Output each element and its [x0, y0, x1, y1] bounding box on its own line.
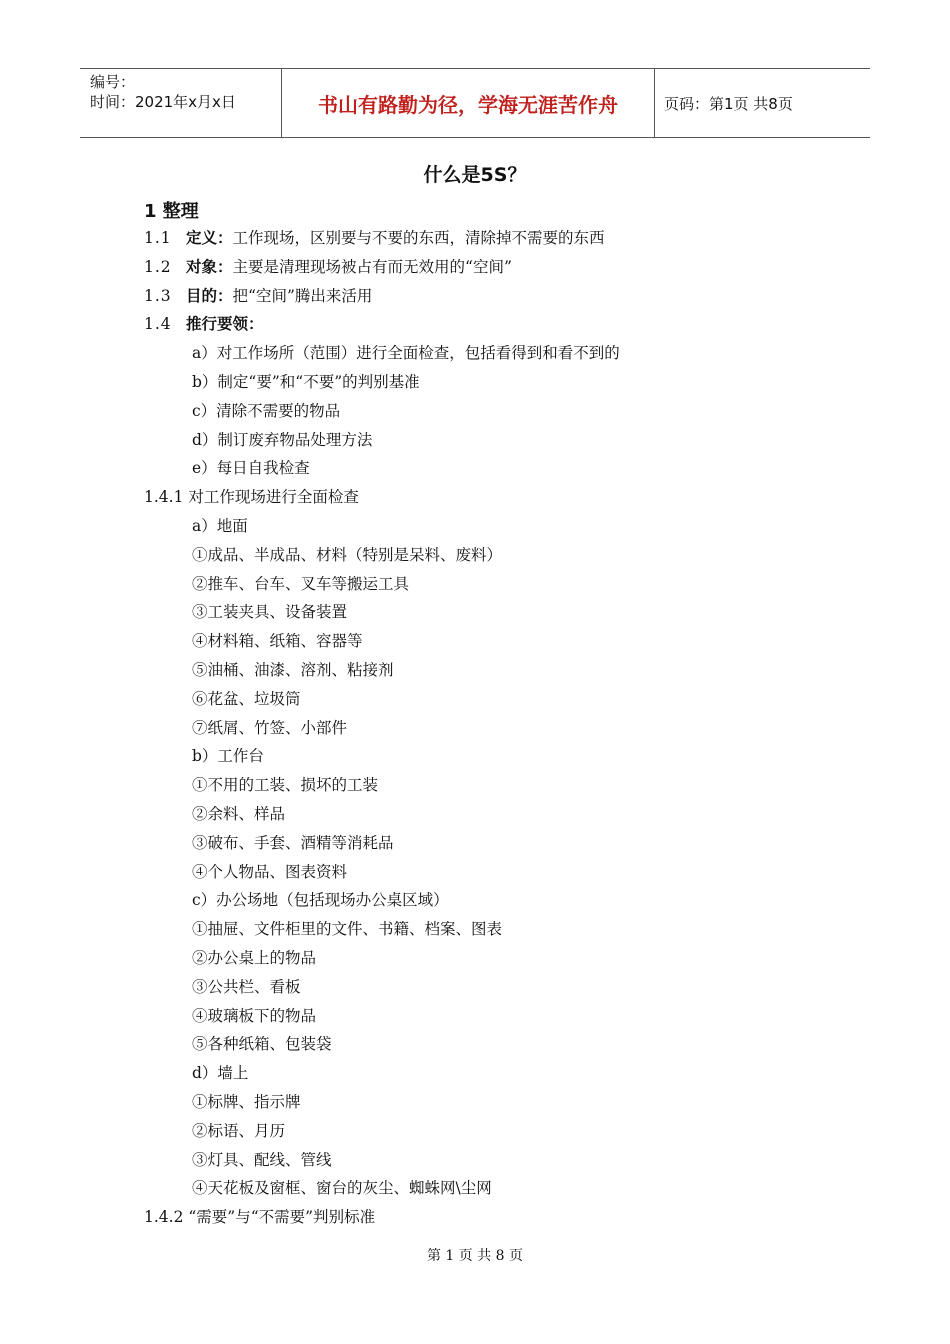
item-object: 1.2 对象：主要是清理现场被占有而无效用的“空间”	[144, 257, 512, 276]
checklist-line: ①抽屉、文件柜里的文件、书籍、档案、图表	[192, 920, 503, 939]
checklist-line: ①不用的工装、损坏的工装	[192, 776, 379, 795]
checklist-line: ④材料箱、纸箱、容器等	[192, 632, 363, 651]
point-line: a）对工作场所（范围）进行全面检查，包括看得到和看不到的	[192, 344, 620, 363]
checklist-line: ③公共栏、看板	[192, 977, 301, 996]
header-page-info: 页码：第1页 共8页	[664, 94, 793, 113]
point-line: e）每日自我检查	[192, 459, 310, 478]
point-line: c）清除不需要的物品	[192, 401, 341, 420]
checklist-line: c）办公场地（包括现场办公桌区域）	[192, 891, 449, 910]
document-number-label: 编号：	[90, 73, 136, 91]
checklist-line: ③灯具、配线、管线	[192, 1150, 332, 1169]
checklist-line: ④玻璃板下的物品	[192, 1006, 317, 1025]
checklist-line: ②余料、样品	[192, 804, 286, 823]
header-motto: 书山有路勤为径，学海无涯苦作舟	[282, 69, 655, 137]
page-footer: 第 1 页 共 8 页	[426, 1248, 524, 1264]
checklist-line: ②推车、台车、叉车等搬运工具	[192, 574, 410, 593]
page-header	[80, 68, 870, 138]
checklist-line: ①成品、半成品、材料（特别是呆料、废料）	[192, 545, 503, 564]
point-line: d）制订废弃物品处理方法	[192, 430, 373, 449]
checklist-line: ⑤各种纸箱、包装袋	[192, 1035, 332, 1054]
header-meta	[80, 69, 282, 137]
checklist-line: b）工作台	[192, 747, 264, 766]
point-line: b）制定“要”和“不要”的判别基准	[192, 372, 420, 391]
item-purpose: 1.3 目的：把“空间”腾出来活用	[144, 286, 373, 305]
checklist-line: ⑥花盆、垃圾筒	[192, 689, 301, 708]
checklist-line: ④天花板及窗框、窗台的灰尘、蜘蛛网\尘网	[192, 1179, 492, 1198]
checklist-line: ③工装夹具、设备装置	[192, 603, 348, 622]
document-date: 时间：2021年x月x日	[90, 93, 236, 111]
section-heading: 1 整理	[144, 201, 199, 222]
checklist-line: ②办公桌上的物品	[192, 948, 317, 967]
document-body	[0, 224, 950, 1232]
document-title: 什么是5S？	[423, 164, 527, 186]
item-definition: 1.1 定义：工作现场，区别要与不要的东西，清除掉不需要的东西	[144, 229, 605, 247]
checklist-line: ③破布、手套、酒精等消耗品	[192, 833, 394, 852]
item-promotion-points: 1.4 推行要领：	[144, 315, 264, 334]
subsection-heading: 1.4.1 对工作现场进行全面检查	[144, 488, 359, 507]
checklist-line: ④个人物品、图表资料	[192, 862, 348, 881]
checklist-line: ②标语、月历	[192, 1121, 286, 1140]
checklist-line: a）地面	[192, 516, 248, 535]
checklist-line: ⑤油桶、油漆、溶剂、粘接剂	[192, 660, 394, 679]
checklist-line: ⑦纸屑、竹签、小部件	[192, 718, 348, 737]
subsection-heading: 1.4.2 “需要”与“不需要”判别标准	[144, 1208, 376, 1227]
checklist-line: d）墙上	[192, 1064, 249, 1083]
checklist-line: ①标牌、指示牌	[192, 1092, 301, 1111]
